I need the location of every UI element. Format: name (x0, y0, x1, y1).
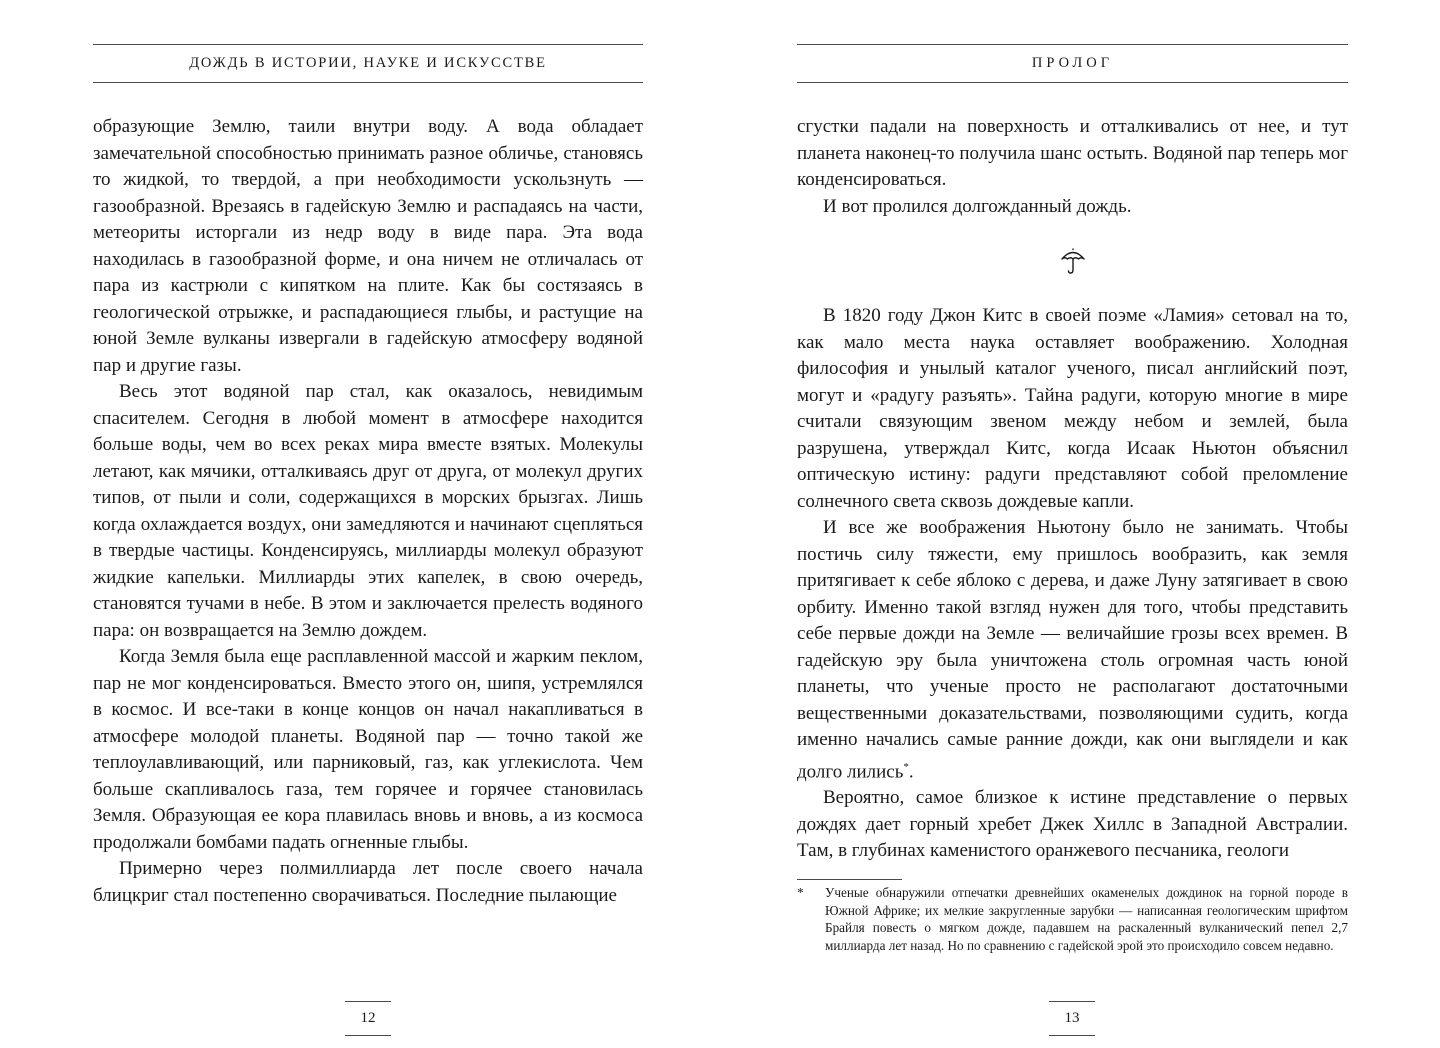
paragraph-text: И все же воображения Ньютону было не занимать. Чтобы постичь силу тяжести, ему пришлось вообразить, как земля притягивает к себе яблоко с дерева, и даже Луну затягивает в свою орбиту. Именно такой взгляд нужен для того, чтобы представить себе первые дожди на Земле — величайшие грозы всех времен. В гадейскую эру была уничтожена столь огромная часть юной планеты, что ученые просто не располагают достаточными вещественными доказательствами, позволяющими судить, когда именно начались самые ранние дожди, как они выглядели и как долго лились (797, 517, 1348, 782)
body-text (93, 114, 643, 909)
page-number: 13 (1049, 1001, 1095, 1036)
running-head: ПРОЛОГ (797, 44, 1348, 83)
umbrella-icon (1060, 247, 1086, 277)
right-page (797, 0, 1348, 1048)
left-page (93, 0, 643, 1048)
footnote-rule (797, 879, 902, 880)
paragraph: сгустки падали на поверхность и отталкивались от нее, и тут планета наконец-то получила шанс остыть. Водяной пар теперь мог конденсироваться. (797, 116, 1348, 190)
running-head: ДОЖДЬ В ИСТОРИИ, НАУКЕ И ИСКУССТВЕ (93, 44, 643, 83)
section-ornament (797, 220, 1348, 303)
footnote-text: Ученые обнаружили отпечатки древнейших окаменелых дождинок на горной породе в Южной Африке; их мелкие закругленные зарубки — написанная геологическим шрифтом Брайля повесть о мягком дожде, падавшем на раскаленный вулканический пепел 2,7 миллиарда лет назад. Но по сравнению с гадейской эрой это происходило совсем недавно. (825, 885, 1348, 953)
paragraph (797, 515, 1348, 785)
paragraph: образующие Землю, таили внутри воду. А вода обладает замечательной способностью принимать разное обличье, становясь то жидкой, то твердой, а при необходимости ускользнуть — газообразной. Врезаясь в гадейскую Землю и распадаясь на части, метеориты исторгали из недр воду в виде пара. Эта вода находилась в газообразной форме, и она ничем не отличалась от пара из кастрюли с кипятком на плите. Как бы состязаясь в геологической отрыжке, и распадающиеся глыбы, и растущие на юной Земле вулканы извергали в гадейскую атмосферу водяной пар и другие газы. (93, 116, 643, 376)
page-number: 12 (345, 1001, 391, 1036)
footnote (797, 884, 1348, 954)
sentence-end: . (908, 760, 914, 782)
body-text (797, 114, 1348, 865)
paragraph: Когда Земля была еще расплавленной массой и жарким пеклом, пар не мог конденсироваться. Вместо этого он, шипя, устремлялся в космос. И все-таки в конце концов он начал накапливаться в атмосфере молодой планеты. Водяной пар — точно такой же теплоулавливающий, или парниковый, газ, как углекислота. Чем больше скапливалось газа, тем горячее и горячее становилась Земля. Образующая ее кора плавилась вновь и вновь, а из космоса продолжали бомбами падать огненные глыбы. (93, 646, 643, 853)
footnote-mark: * (797, 885, 804, 900)
paragraph: Весь этот водяной пар стал, как оказалось, невидимым спасителем. Сегодня в любой момент в атмосфере находится больше воды, чем во всех реках мира вместе взятых. Молекулы летают, как мячики, отталкиваясь друг от друга, от молекул других типов, от пыли и соли, содержащихся в морских брызгах. Лишь когда охлаждается воздух, они замедляются и начинают сцепляться в твердые частицы. Конденсируясь, миллиарды молекул образуют жидкие капельки. Миллиарды этих капелек, в свою очередь, становятся тучами в небе. В этом и заключается прелесть водяного пара: он возвращается на Землю дождем. (93, 381, 643, 641)
footnote-reference: * (903, 760, 909, 773)
paragraph: В 1820 году Джон Китс в своей поэме «Ламия» сетовал на то, как мало места наука оставляет воображению. Холодная философия и унылый каталог ученого, писал английский поэт, могут и «радугу разъять». Тайна радуги, которую многие в мире считали связующим звеном между небом и землей, была разрушена, утверждал Китс, когда Исаак Ньютон объяснил оптическую истину: радуги представляют собой преломление солнечного света сквозь дождевые капли. (797, 305, 1348, 512)
paragraph: Примерно через полмиллиарда лет после своего начала блицкриг стал постепенно сворачиваться. Последние пылающие (93, 858, 643, 906)
paragraph: И вот пролился долгожданный дождь. (823, 195, 1132, 217)
paragraph: Вероятно, самое близкое к истине представление о первых дождях дает горный хребет Джек Хиллс в Западной Австралии. Там, в глубинах каменистого оранжевого песчаника, геологи (797, 787, 1348, 862)
